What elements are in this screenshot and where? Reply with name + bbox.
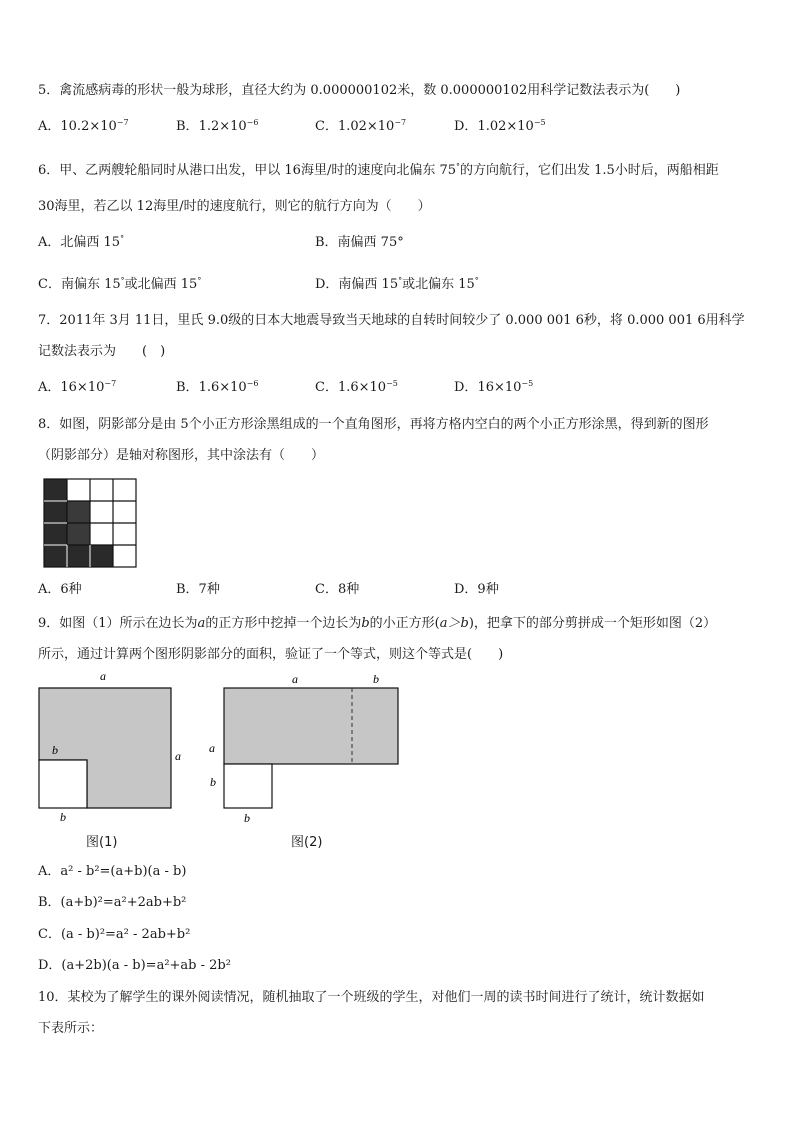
q9-option-d[interactable]: D．(a+2b)(a - b)=a²+ab - 2b² xyxy=(38,958,231,973)
q8-option-a[interactable]: A．6种 xyxy=(38,582,82,597)
grid-cell-shaded xyxy=(67,523,90,545)
q8-line1: 8．如图，阴影部分是由 5个小正方形涂黑组成的一个直角图形，再将方格内空白的两个小正方形涂黑，得到新的图形 xyxy=(38,417,709,432)
grid-cell-shaded xyxy=(90,545,113,567)
grid-cell-shaded xyxy=(67,545,90,567)
q8-line2: （阴影部分）是轴对称图形，其中涂法有（ ） xyxy=(38,448,325,463)
q8-grid-figure xyxy=(43,478,138,568)
q6-option-a[interactable]: A．北偏西 15° xyxy=(38,234,125,250)
figure2-label-b-bottom: b xyxy=(244,811,250,825)
figure1-label-b-bottom: b xyxy=(60,810,66,824)
q8-option-b[interactable]: B．7种 xyxy=(176,582,220,597)
q5-option-d[interactable]: D．$1.02\times 10^{-5}$ xyxy=(454,118,546,134)
q6-option-d[interactable]: D．南偏西 15°或北偏东 15° xyxy=(315,276,479,292)
figure2-caption: 图(2) xyxy=(291,835,323,850)
figure2-small-square xyxy=(224,764,272,808)
q6-option-c[interactable]: C．南偏东 15°或北偏西 15° xyxy=(38,276,202,292)
q7-line1: 7．2011年 3月 11日，里氏 9.0级的日本大地震导致当天地球的自转时间较少了 0.000 001 6秒，将 0.000 001 6用科学 xyxy=(38,313,745,328)
q9-option-c[interactable]: C．(a - b)²=a² - 2ab+b² xyxy=(38,927,191,942)
q9-figure-1 xyxy=(30,668,200,828)
grid-cell-shaded xyxy=(67,501,90,523)
q10-line2: 下表所示： xyxy=(38,1021,104,1036)
q10-line1: 10．某校为了解学生的课外阅读情况，随机抽取了一个班级的学生，对他们一周的读书时间进行了统计，统计数据如 xyxy=(38,990,705,1005)
q9-line2: 所示，通过计算两个图形阴影部分的面积，验证了一个等式，则这个等式是( ) xyxy=(38,647,504,662)
grid-cell-shaded xyxy=(44,479,67,501)
grid-cell-shaded xyxy=(44,523,67,545)
q6-line2: 30海里，若乙以 12海里/时的速度航行，则它的航行方向为（ ） xyxy=(38,199,431,214)
q8-option-d[interactable]: D．9种 xyxy=(454,582,499,597)
q9-option-b[interactable]: B．(a+b)²=a²+2ab+b² xyxy=(38,895,187,910)
q7-option-d[interactable]: D．$16\times 10^{-5}$ xyxy=(454,379,534,395)
figure1-label-a-right: a xyxy=(175,749,181,763)
q7-line2: 记数法表示为 ( ) xyxy=(38,344,166,359)
q5-option-b[interactable]: B．$1.2\times 10^{-6}$ xyxy=(176,118,259,134)
q5-stem: 5．禽流感病毒的形状一般为球形，直径大约为 0.000000102米，数 0.000000102用科学记数法表示为( ) xyxy=(38,83,681,98)
q5-option-c[interactable]: C．$1.02\times 10^{-7}$ xyxy=(315,118,407,134)
figure1-caption: 图(1) xyxy=(86,835,118,850)
grid-cell-shaded xyxy=(44,545,67,567)
figure1-label-a-top: a xyxy=(100,669,106,683)
q7-option-c[interactable]: C．$1.6\times 10^{-5}$ xyxy=(315,379,398,395)
figure2-label-a-top: a xyxy=(292,672,298,686)
grid-cell-shaded xyxy=(44,501,67,523)
figure1-label-b-left: b xyxy=(52,743,58,757)
q5-option-a[interactable]: A．$10.2\times 10^{-7}$ xyxy=(38,118,129,134)
figure2-label-b-top: b xyxy=(373,672,379,686)
q9-line1: 9．如图（1）所示在边长为a的正方形中挖掉一个边长为b的小正方形(a＞b)，把拿下的部分剪拼成一个矩形如图（2） xyxy=(38,616,717,631)
q6-line1: 6．甲、乙两艘轮船同时从港口出发，甲以 16海里/时的速度向北偏东 75°的方向航行，它们出发 1.5小时后，两船相距 xyxy=(38,162,719,178)
figure2-label-a-left: a xyxy=(209,741,215,755)
q8-option-c[interactable]: C．8种 xyxy=(315,582,360,597)
q7-option-a[interactable]: A．$16\times 10^{-7}$ xyxy=(38,379,117,395)
q7-option-b[interactable]: B．$1.6\times 10^{-6}$ xyxy=(176,379,259,395)
q9-option-a[interactable]: A．a² - b²=(a+b)(a - b) xyxy=(38,864,187,879)
figure2-shaded-rectangle xyxy=(224,688,398,764)
q6-option-b[interactable]: B．南偏西 75° xyxy=(315,235,404,250)
figure1-small-square xyxy=(39,760,87,808)
figure2-label-b-left: b xyxy=(210,775,216,789)
q9-figure-2 xyxy=(200,668,410,828)
